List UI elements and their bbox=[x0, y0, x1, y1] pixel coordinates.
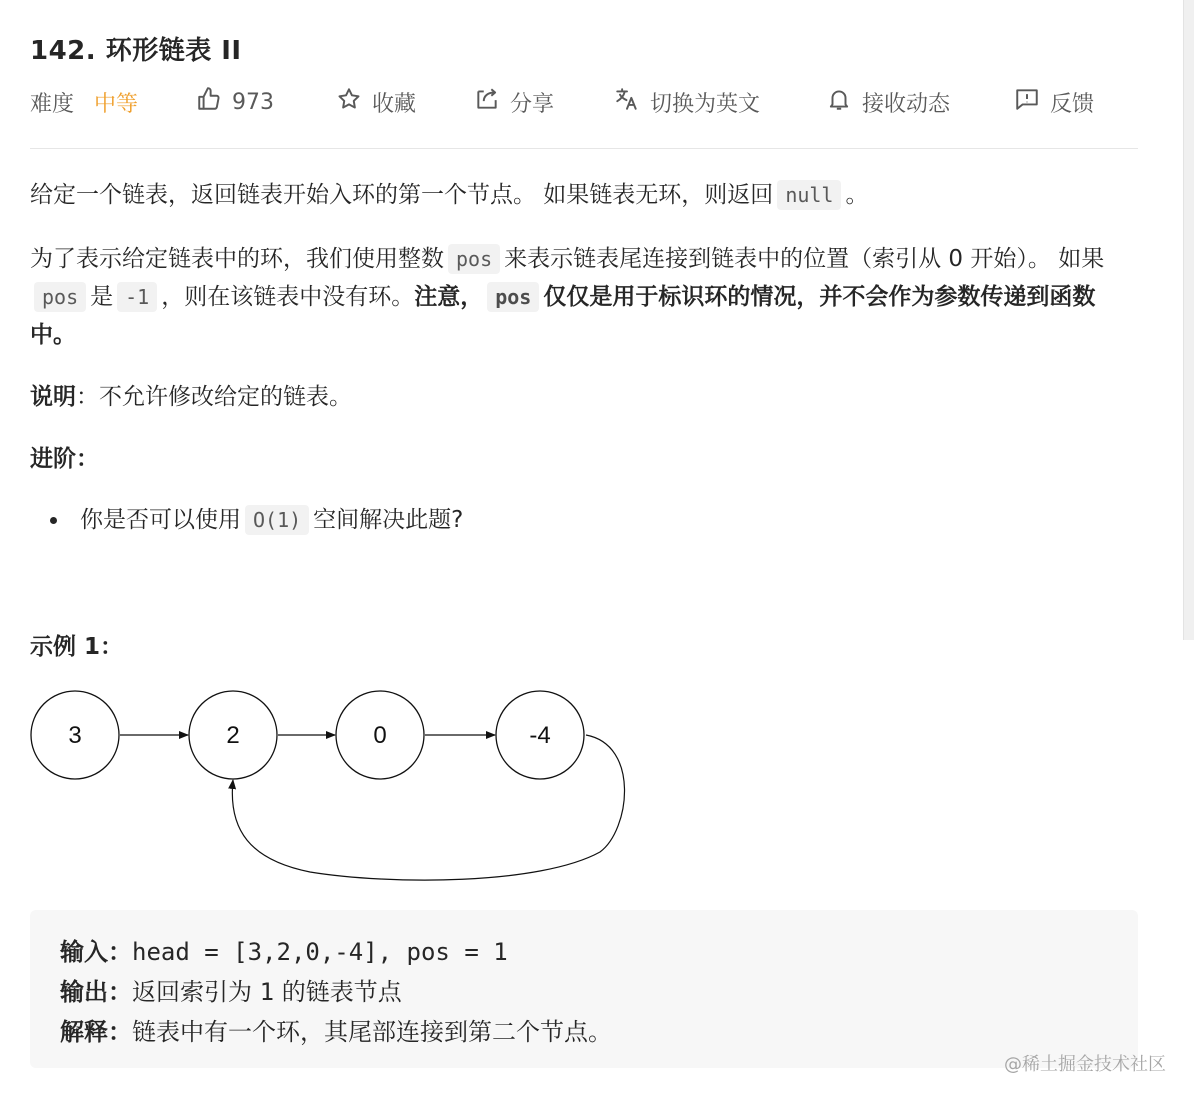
subscribe-label: 接收动态 bbox=[862, 91, 951, 117]
description-paragraph-1 bbox=[30, 176, 1130, 214]
switch-language-label: 切换为英文 bbox=[650, 91, 761, 117]
description-text: 给定一个链表，返回链表开始入环的第一个节点。 如果链表无环，则返回 bbox=[30, 182, 774, 208]
output-text: 返回索引为 bbox=[132, 978, 260, 1006]
share-icon bbox=[474, 86, 500, 118]
input-label: 输入： bbox=[60, 938, 132, 966]
list-node-value: 3 bbox=[68, 722, 82, 749]
inline-code: pos bbox=[448, 244, 500, 274]
list-item-text: 空间解决此题? bbox=[313, 507, 464, 533]
difficulty-label: 难度 bbox=[30, 91, 75, 117]
description-paragraph-2 bbox=[30, 240, 1130, 354]
inline-code: null bbox=[777, 180, 841, 210]
example-title: 示例 1： bbox=[30, 634, 124, 660]
problem-title: 142. 环形链表 II bbox=[30, 36, 242, 66]
output-number: 1 bbox=[259, 978, 275, 1006]
advanced-list bbox=[80, 500, 463, 540]
advanced-heading bbox=[30, 440, 1130, 478]
translate-icon bbox=[614, 86, 640, 118]
thumbs-up-icon bbox=[196, 86, 222, 118]
description-text: ，则在该链表中没有环。 bbox=[161, 284, 415, 310]
list-node-value: 2 bbox=[226, 722, 240, 749]
like-button[interactable] bbox=[196, 84, 274, 120]
vertical-scrollbar[interactable] bbox=[1183, 0, 1194, 640]
example-input-line bbox=[60, 932, 508, 967]
inline-code: O(1) bbox=[245, 505, 309, 535]
note-text: ：不允许修改给定的链表。 bbox=[76, 384, 352, 410]
example-explain-line bbox=[60, 1012, 612, 1047]
description-text: 是 bbox=[90, 284, 114, 310]
explain-label: 解释： bbox=[60, 1018, 132, 1046]
watermark: @稀土掘金技术社区 bbox=[1004, 1054, 1166, 1075]
description-text: 来表示链表尾连接到链表中的位置（索引从 0 开始）。 如果 bbox=[504, 246, 1105, 272]
bullet-icon bbox=[50, 517, 57, 524]
subscribe-button[interactable] bbox=[826, 84, 950, 120]
linked-list-diagram bbox=[30, 680, 670, 890]
star-icon bbox=[336, 86, 362, 118]
inline-code: -1 bbox=[117, 282, 157, 312]
output-label: 输出： bbox=[60, 978, 132, 1006]
like-count: 973 bbox=[232, 89, 274, 115]
header-divider bbox=[30, 148, 1138, 149]
problem-toolbar bbox=[30, 84, 1138, 120]
output-text: 的链表节点 bbox=[274, 978, 402, 1006]
inline-code: pos bbox=[487, 282, 539, 312]
example-code-block bbox=[30, 910, 1138, 1068]
advanced-colon: ： bbox=[76, 446, 99, 472]
description-bold-text: 注意， bbox=[414, 284, 484, 310]
feedback-button[interactable] bbox=[1014, 84, 1094, 120]
explain-text: 链表中有一个环，其尾部连接到第二个节点。 bbox=[132, 1018, 612, 1046]
share-button[interactable] bbox=[474, 84, 554, 120]
difficulty bbox=[30, 84, 138, 120]
advanced-label: 进阶 bbox=[30, 446, 76, 472]
note-paragraph bbox=[30, 378, 1130, 416]
description-text: 为了表示给定链表中的环，我们使用整数 bbox=[30, 246, 444, 272]
description-bold-text: 仅仅是用于标识环的情况，并不会作为参数传递到函数中。 bbox=[30, 284, 1096, 348]
difficulty-value: 中等 bbox=[94, 91, 139, 117]
favorite-button[interactable] bbox=[336, 84, 416, 120]
list-node-value: 0 bbox=[373, 722, 387, 749]
favorite-label: 收藏 bbox=[372, 91, 417, 117]
note-label: 说明 bbox=[30, 384, 76, 410]
inline-code: pos bbox=[34, 282, 86, 312]
description-text: 。 bbox=[845, 182, 869, 208]
list-node-value: -4 bbox=[529, 722, 551, 749]
input-value: head = [3,2,0,-4], pos = 1 bbox=[132, 938, 508, 966]
feedback-label: 反馈 bbox=[1050, 91, 1095, 117]
list-item-text: 你是否可以使用 bbox=[80, 507, 241, 533]
share-label: 分享 bbox=[510, 91, 555, 117]
list-item bbox=[80, 500, 463, 540]
bell-icon bbox=[826, 86, 852, 118]
feedback-icon bbox=[1014, 86, 1040, 118]
switch-language-button[interactable] bbox=[614, 84, 760, 120]
example-output-line bbox=[60, 972, 402, 1007]
